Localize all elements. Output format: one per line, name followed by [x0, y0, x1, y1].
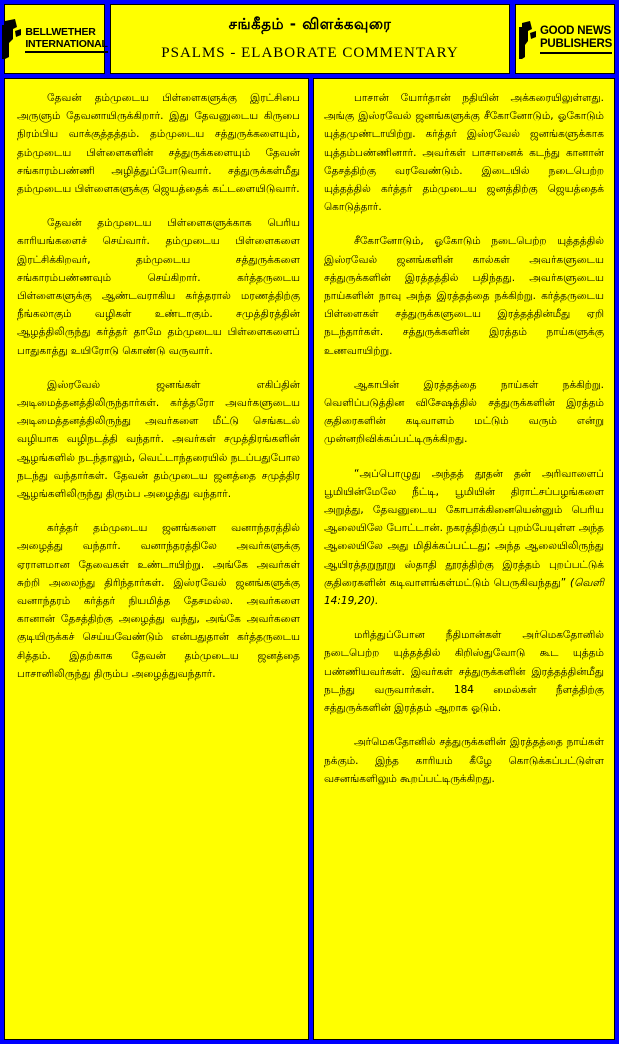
left-column: [4, 78, 309, 1040]
good-news-logo-text: [540, 25, 612, 54]
right-paragraph-3: ஆகாபின் இரத்தத்தை நாய்கள் நக்கிற்று. வெளிப்படுத்தின விசேஷத்தில் சத்துருக்களின் இரத்தம் குதிரைகளின் கடிவாளம் மட்டும் வரும் என்று முன்னறிவிக்கப்பட்டிருக்கிறது.: [324, 378, 604, 446]
left-paragraph-2: தேவன் தம்முடைய பிள்ளைகளுக்காக பெரிய காரியங்களைச் செய்வார். தம்முடைய பிள்ளைகளை இரட்சிக்கிறவர், தம்முடைய சத்துருக்களை சங்காரம்பண்ணவும் செய்கிறார். கர்த்தருடைய பிள்ளைகளுக்கு ஆண்டவராகிய கர்த்தரால் மரணத்திற்கு நீங்கலாகும் வழிகள் உண்டாகும். சமுத்திரத்தின் ஆழத்திலிருந்து கர்த்தர் தாமே தம்முடைய பிள்ளைகளைப் பாதுகாத்து உயிரோடு கொண்டு வருவார்.: [17, 217, 300, 357]
bellwether-logo-line1: BELLWETHER: [25, 25, 96, 38]
right-paragraph-1: பாசான் யோர்தான் நதியின் அக்கரையிலுள்ளது. அங்கு இஸ்ரவேல் ஜனங்களுக்கு சீகோனோடும், ஓகோடும் யுத்தமுண்டாயிற்று. கர்த்தர் இஸ்ரவேல் ஜனங்களுக்காக யுத்தம்பண்ணினார். அவர்கள் பாசானைக் கடந்து கானான் தேசத்திற்கு வரவேண்டும். இடையில் நடைபெற்ற யுத்தத்தில் கர்த்தர் தம்முடைய ஜனத்திற்கு ஜெயத்தைக் கொடுத்தார்.: [324, 92, 604, 214]
scripture-quote: “அப்பொழுது அந்தத் தூதன் தன் அரிவாளைப் பூமியின்மேலே நீட்டி, பூமியின் திராட்சப்பழங்களை அறுத்து, தேவனுடைய கோபாக்கினையென்னும் பெரிய ஆலையிலே போட்டான். நகரத்திற்குப் புறம்பேயுள்ள அந்த ஆலையிலே அது மிதிக்கப்பட்டது; அந்த ஆலையிலிருந்து ஆயிரத்தறுநூறு ஸ்தாதி தூரத்திற்கு இரத்தம் புறப்பட்டுக் குதிரைகளின் கடிவாளங்கள்மட்டும் பெருகிவந்தது”: [324, 467, 604, 589]
good-news-logo: [516, 5, 614, 73]
bellwether-logo-box: [4, 4, 108, 74]
right-paragraph-5: மரித்துப்போன நீதிமான்கள் அர்மெகதோனில் நடைபெற்ற யுத்தத்தில் கிறிஸ்துவோடு கூட யுத்தம் பண்ணியவர்கள். இவர்கள் சத்துருக்களின் இரத்தத்தின்மீது நடந்து வருவார்கள். 184 மைல்கள் நீளத்திற்கு சத்துருக்களின் இரத்தம் ஆறாக ஓடும்.: [324, 629, 604, 715]
left-paragraph-1: தேவன் தம்முடைய பிள்ளைகளுக்கு இரட்சிபை அருளும் தேவனாயிருக்கிறார். இது தேவனுடைய கிருபை நிரம்பிய வாக்குத்தத்தம். தம்முடைய சத்துருக்களையும், தம்முடைய பிள்ளைகளின் சத்துருக்களையும் தேவன் சங்காரம்பண்ணி அழித்துப்போடுவார். சத்துருக்கள்மீது தம்முடைய பிள்ளைகளுக்கு ஜெயத்தைக் கட்டளையிடுவார்.: [17, 92, 300, 196]
page-title-english: PSALMS - ELABORATE COMMENTARY: [161, 45, 459, 61]
scripture-reference: (வெளி 14:19,20).: [324, 576, 604, 608]
bellwether-logo-text: [25, 26, 107, 53]
good-news-logo-line2: PUBLISHERS: [539, 37, 613, 50]
bellwether-emblem-icon: [1, 17, 23, 61]
bellwether-logo-line2: INTERNATIONAL: [25, 37, 108, 50]
right-paragraph-2: சீகோனோடும், ஓகோடும் நடைபெற்ற யுத்தத்தில் இஸ்ரவேல் ஜனங்களின் கால்கள் அவர்களுடைய சத்துருக்களின் இரத்தத்தில் பதிந்தது. அவர்களுடைய நாய்களின் நாவு அந்த இரத்தத்தை நக்கிற்று. கர்த்தருடைய பிள்ளைகள் சத்துருக்களுடைய இரத்தத்தின்மீது ஏறி நடந்தார்கள். சத்துருக்களின் இரத்தம் நாய்களுக்கு உணவாயிற்று.: [324, 235, 604, 357]
left-paragraph-4: கர்த்தர் தம்முடைய ஜனங்களை வனாந்தரத்தில் அழைத்து வந்தார். வனாந்தரத்திலே அவர்களுக்கு ஏராளமான தேவைகள் உண்டாயிற்று. அங்கே அவர்கள் சுற்றி அலைந்து திரிந்தார்கள். இஸ்ரவேல் ஜனங்களுக்கு வனாந்தரம் கர்த்தர் நியமித்த தேசமல்ல. அவர்களை கானான் தேசத்திற்கு அழைத்து வந்து, அங்கே அவர்களை குடியிருக்கச் செய்யவேண்டும் என்பதுதான் கர்த்தருடைய சித்தம். இதற்காக தேவன் தம்முடைய ஜனத்தை பாசானிலிருந்து திரும்ப அழைத்துவந்தார்.: [17, 522, 300, 680]
good-news-logo-box: [515, 4, 615, 74]
right-paragraph-quote: [324, 465, 604, 611]
left-paragraph-3: இஸ்ரவேல் ஜனங்கள் எகிப்தின் அடிமைத்தனத்திலிருந்தார்கள். கர்த்தரோ அவர்களுடைய அடிமைத்தனத்திலிருந்து அவர்களை மீட்டு செங்கடல் வழியாக வழிநடத்தி வந்தார். அவர்கள் சமுத்திரங்களின் ஆழங்களில் நடந்தாலும், வெட்டாந்தரையில் நடப்பதுபோல நடந்து வந்தார்கள். தேவன் தம்முடைய ஜனத்தை சமுத்திர ஆழங்களிலிருந்து திரும்ப அழைத்து வந்தார்.: [17, 378, 300, 501]
page-title-tamil: சங்கீதம் - விளக்கவுரை: [228, 15, 392, 33]
good-news-logo-line1: GOOD NEWS: [539, 24, 611, 37]
right-paragraph-6: அர்மெகதோனில் சத்துருக்களின் இரத்தத்தை நாய்கள் நக்கும். இந்த காரியம் கீழே கொடுக்கப்பட்டுள்ள வசனங்களிலும் கூறப்பட்டிருக்கிறது.: [324, 736, 604, 785]
bellwether-logo: [5, 5, 108, 73]
right-column: [313, 78, 615, 1040]
header-box: [110, 4, 510, 74]
good-news-emblem-icon: [518, 17, 538, 61]
